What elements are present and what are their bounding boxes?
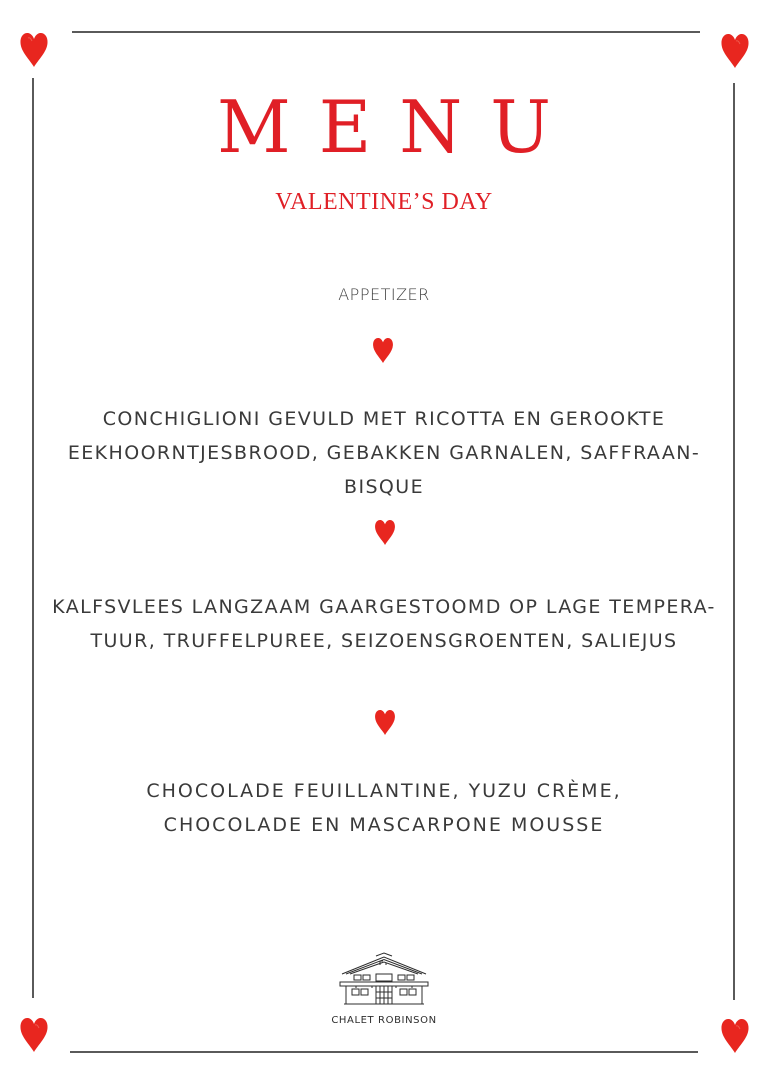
course-text-line: CHOCOLADE FEUILLANTINE, YUZU CRÈME, (146, 780, 622, 802)
chalet-logo (334, 952, 434, 1013)
page-title: MENU (217, 85, 579, 169)
page-subtitle: VALENTINE’S DAY (275, 189, 493, 215)
course-item (40, 774, 728, 842)
course-text-line: TUUR, TRUFFELPUREE, SEIZOENSGROENTEN, SALIEJUS (90, 630, 678, 652)
heart-icon (720, 33, 750, 69)
heart-icon (372, 337, 394, 364)
heart-icon (374, 519, 396, 546)
border-bottom-line (70, 1051, 698, 1053)
course-text-line: BISQUE (344, 476, 424, 498)
border-top-line (72, 31, 700, 33)
section-label: APPETIZER (338, 285, 430, 304)
heart-icon (19, 32, 49, 68)
course-text-line: KALFSVLEES LANGZAAM GAARGESTOOMD OP LAGE TEMPERA- (52, 596, 716, 618)
course-item (40, 402, 728, 504)
brand-name: CHALET ROBINSON (331, 1015, 437, 1026)
course-text-line: CHOCOLADE EN MASCARPONE MOUSSE (163, 814, 605, 836)
border-right-line (733, 83, 735, 1000)
heart-icon (374, 709, 396, 736)
course-text-line: EEKHOORNTJESBROOD, GEBAKKEN GARNALEN, SAFFRAAN- (67, 442, 701, 464)
chalet-building-icon (334, 952, 434, 1008)
course-item (40, 590, 728, 658)
course-text-line: CONCHIGLIONI GEVULD MET RICOTTA EN GEROOKTE (102, 408, 666, 430)
